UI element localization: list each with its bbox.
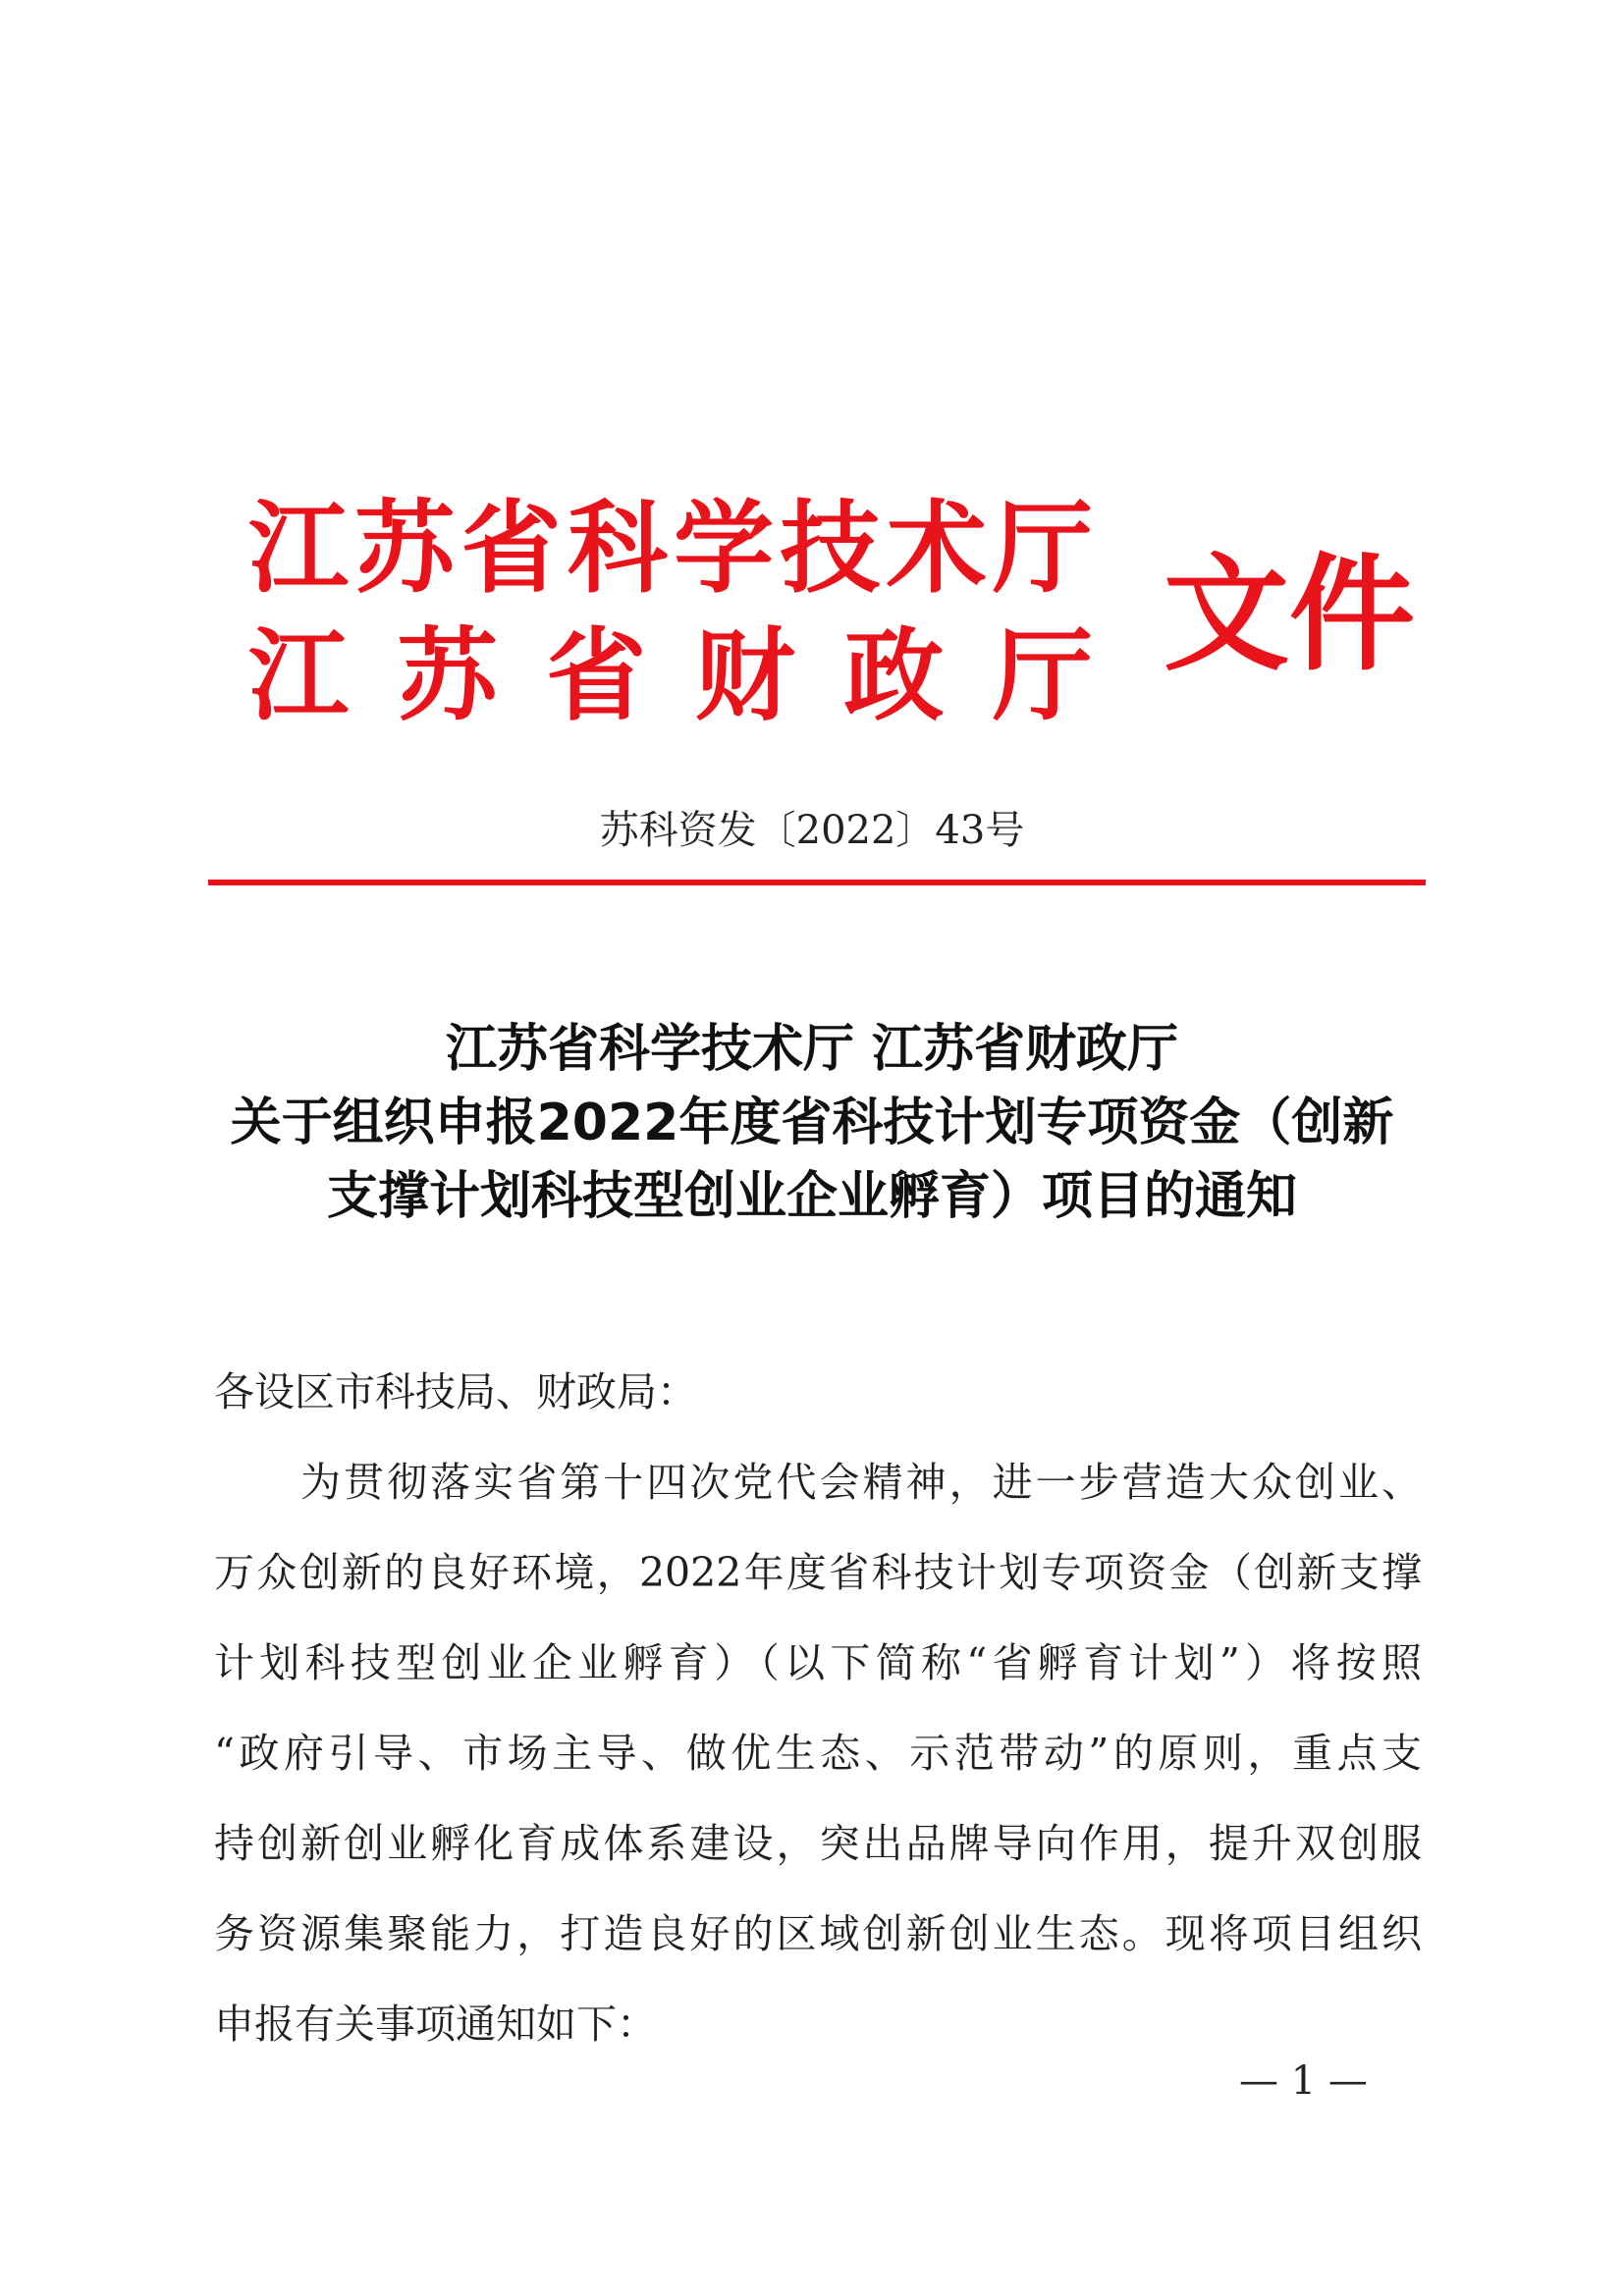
- masthead-char: 省: [460, 491, 562, 608]
- title-line-2: 关于组织申报2022年度省科技计划专项资金（创新: [230, 1094, 1394, 1152]
- masthead-char: 政: [843, 618, 945, 735]
- masthead-char: 学: [674, 491, 775, 608]
- salutation: 各设区市科技局、财政局：: [214, 1368, 697, 1415]
- paragraph-line: “政府引导、市场主导、做优生态、示范带动”的原则，重点支: [214, 1730, 1422, 1777]
- document-body: [214, 1347, 1422, 2069]
- masthead-issuer-line-2: [248, 614, 1093, 741]
- masthead-char: 江: [248, 618, 349, 735]
- paragraph-line: 持创新创业孵化育成体系建设，突出品牌导向作用，提升双创服: [214, 1820, 1422, 1867]
- masthead-char: 术: [886, 491, 987, 608]
- masthead-char: 厅: [992, 618, 1093, 735]
- document-title: [0, 1013, 1624, 1234]
- masthead-char: 技: [780, 491, 881, 608]
- paragraph-line: 申报有关事项通知如下：: [214, 2001, 657, 2048]
- red-divider-line: [208, 880, 1426, 885]
- page-number: — 1 —: [1239, 2058, 1368, 2104]
- masthead-char: 江: [248, 491, 349, 608]
- masthead-char: 厅: [992, 491, 1093, 608]
- document-number: 苏科资发〔2022〕43号: [599, 808, 1025, 853]
- masthead-char: 苏: [354, 491, 456, 608]
- paragraph-line: 计划科技型创业企业孵育）（以下简称“省孵育计划”）将按照: [214, 1639, 1422, 1686]
- masthead-issuer-line-1: [248, 486, 1093, 614]
- masthead-char: 省: [546, 618, 647, 735]
- paragraph-line: 为贯彻落实省第十四次党代会精神，进一步营造大众创业、: [300, 1459, 1422, 1506]
- masthead-document-label: 文件: [1164, 542, 1416, 688]
- paragraph-line: 务资源集聚能力，打造良好的区域创新创业生态。现将项目组织: [214, 1910, 1422, 1957]
- masthead-char: 财: [694, 618, 795, 735]
- masthead-char: 科: [567, 491, 668, 608]
- title-line-3: 支撑计划科技型创业企业孵育）项目的通知: [326, 1167, 1297, 1226]
- title-line-1: 江苏省科学技术厅 江苏省财政厅: [445, 1020, 1179, 1079]
- masthead-char: 苏: [397, 618, 498, 735]
- paragraph-line: 万众创新的良好环境，2022年度省科技计划专项资金（创新支撑: [214, 1549, 1422, 1596]
